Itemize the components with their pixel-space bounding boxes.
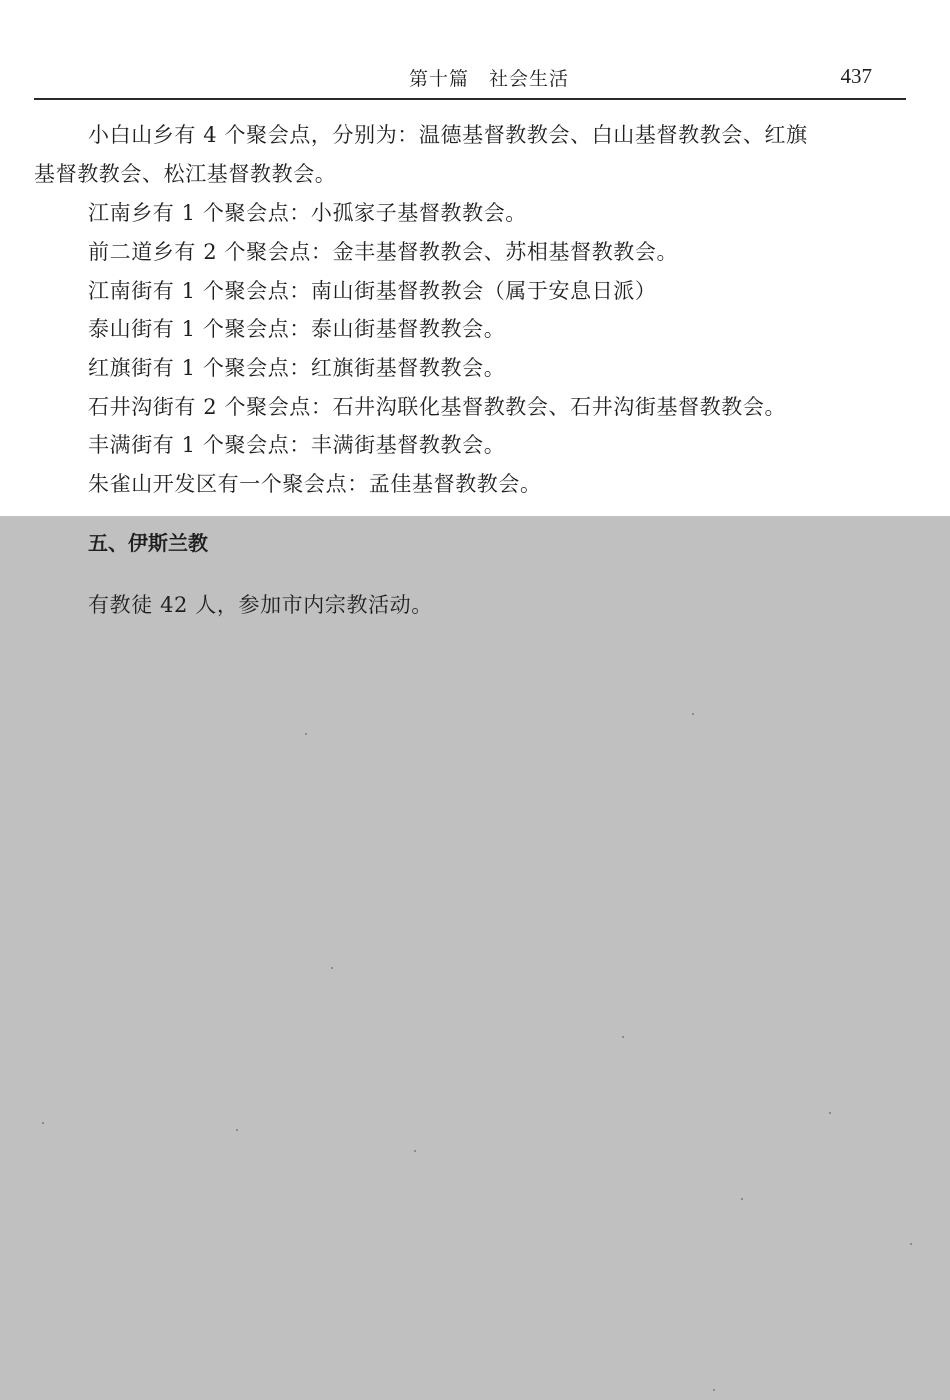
paragraph-line: 小白山乡有 4 个聚会点，分别为：温德基督教教会、白山基督教教会、红旗 bbox=[88, 123, 808, 147]
paragraph-line: 红旗街有 1 个聚会点：红旗街基督教教会。 bbox=[88, 356, 506, 380]
paragraph-line: 丰满街有 1 个聚会点：丰满街基督教教会。 bbox=[88, 433, 506, 457]
page-number: 437 bbox=[840, 64, 872, 88]
scan-grey-region bbox=[0, 516, 950, 1400]
scan-speck bbox=[42, 1122, 44, 1124]
paragraph-line: 泰山街有 1 个聚会点：泰山街基督教教会。 bbox=[88, 317, 506, 341]
paragraph-line: 江南乡有 1 个聚会点：小孤家子基督教教会。 bbox=[88, 201, 527, 225]
paragraph-line: 前二道乡有 2 个聚会点：金丰基督教教会、苏相基督教教会。 bbox=[88, 240, 679, 264]
section-heading: 五、伊斯兰教 bbox=[88, 531, 208, 555]
scan-speck bbox=[713, 1389, 715, 1391]
scan-speck bbox=[305, 733, 307, 735]
scan-speck bbox=[622, 1036, 624, 1038]
paragraph-line: 江南街有 1 个聚会点：南山街基督教教会（属于安息日派） bbox=[88, 279, 657, 303]
scan-speck bbox=[910, 1243, 912, 1245]
scan-speck bbox=[829, 1112, 831, 1114]
section-body: 有教徒 42 人，参加市内宗教活动。 bbox=[88, 593, 433, 617]
scan-speck bbox=[741, 1198, 743, 1200]
scan-speck bbox=[236, 1129, 238, 1131]
paragraph-line: 基督教教会、松江基督教教会。 bbox=[34, 162, 337, 186]
running-header bbox=[34, 58, 906, 100]
paragraph-line: 朱雀山开发区有一个聚会点：孟佳基督教教会。 bbox=[88, 472, 542, 496]
scan-speck bbox=[692, 713, 694, 715]
scan-speck bbox=[331, 967, 333, 969]
scan-speck bbox=[414, 1150, 416, 1152]
paragraph-line: 石井沟街有 2 个聚会点：石井沟联化基督教教会、石井沟街基督教教会。 bbox=[88, 395, 787, 419]
header-title: 第十篇 社会生活 bbox=[409, 68, 570, 90]
